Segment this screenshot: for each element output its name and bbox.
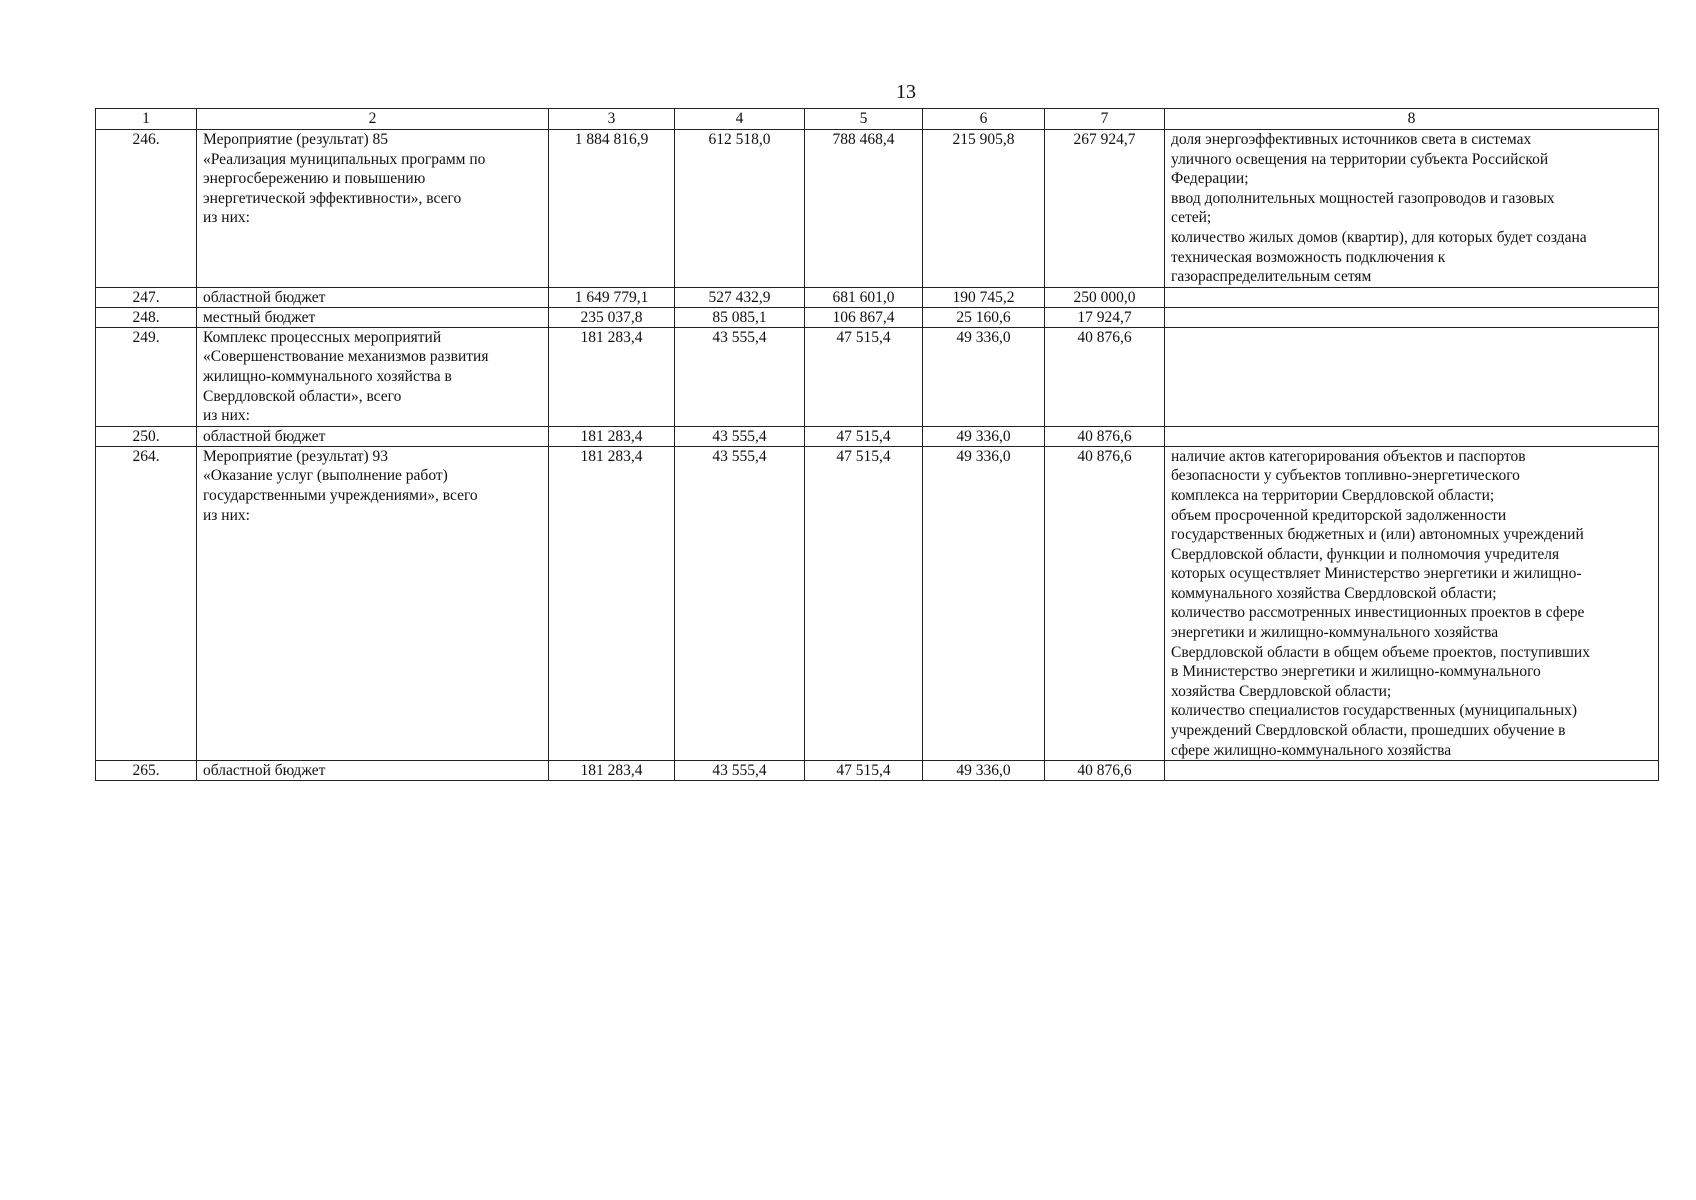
indicator-line: в Министерство энергетики и жилищно-коммунального bbox=[1171, 663, 1541, 681]
activity-name-line: энергетической эффективности», всего bbox=[203, 189, 462, 207]
amount-cell: 250 000,0 bbox=[1045, 287, 1165, 307]
activity-name-line: «Совершенствование механизмов развития bbox=[203, 348, 489, 366]
row-number: 265. bbox=[96, 761, 197, 781]
indicator-line: коммунального хозяйства Свердловской области; bbox=[1171, 584, 1497, 602]
activity-name bbox=[197, 307, 549, 327]
activity-name-line: Мероприятие (результат) 85 bbox=[203, 131, 389, 148]
activity-name-line: Комплекс процессных мероприятий bbox=[203, 328, 442, 346]
row-number: 248. bbox=[96, 307, 197, 327]
amount-cell: 47 515,4 bbox=[805, 446, 923, 761]
indicator-line: комплекса на территории Свердловской области; bbox=[1171, 486, 1495, 504]
col-header: 2 bbox=[197, 109, 549, 130]
indicator-line: сетей; bbox=[1171, 209, 1212, 227]
amount-cell: 181 283,4 bbox=[549, 426, 675, 446]
amount-cell: 49 336,0 bbox=[923, 446, 1045, 761]
table-body bbox=[96, 130, 1659, 781]
activity-name-line: жилищно-коммунального хозяйства в bbox=[203, 367, 452, 385]
indicator-line: наличие актов категорирования объектов и паспортов bbox=[1171, 447, 1526, 465]
amount-cell: 47 515,4 bbox=[805, 426, 923, 446]
activity-name bbox=[197, 761, 549, 781]
activity-name-line: областной бюджет bbox=[203, 288, 326, 306]
amount-cell: 85 085,1 bbox=[675, 307, 805, 327]
col-header: 4 bbox=[675, 109, 805, 130]
indicator-line: хозяйства Свердловской области; bbox=[1171, 682, 1392, 700]
indicator-cell bbox=[1165, 287, 1659, 307]
row-number: 250. bbox=[96, 426, 197, 446]
indicator-line: государственных бюджетных и (или) автономных учреждений bbox=[1171, 526, 1584, 544]
amount-cell: 43 555,4 bbox=[675, 761, 805, 781]
amount-cell: 527 432,9 bbox=[675, 287, 805, 307]
amount-cell: 181 283,4 bbox=[549, 327, 675, 426]
table-row bbox=[96, 426, 1659, 446]
table-row bbox=[96, 761, 1659, 781]
activity-name bbox=[197, 287, 549, 307]
indicator-line: ввод дополнительных мощностей газопроводов и газовых bbox=[1171, 189, 1555, 207]
amount-cell: 181 283,4 bbox=[549, 761, 675, 781]
amount-cell: 267 924,7 bbox=[1045, 130, 1165, 288]
activity-name-line: «Реализация муниципальных программ по bbox=[203, 150, 486, 168]
amount-cell: 190 745,2 bbox=[923, 287, 1045, 307]
table-row bbox=[96, 287, 1659, 307]
indicator-line: количество жилых домов (квартир), для которых будет создана bbox=[1171, 228, 1587, 246]
amount-cell: 681 601,0 bbox=[805, 287, 923, 307]
indicator-line: учреждений Свердловской области, прошедших обучение в bbox=[1171, 722, 1566, 740]
activity-name-line: энергосбережению и повышению bbox=[203, 170, 426, 188]
indicator-line: уличного освещения на территории субъекта Российской bbox=[1171, 150, 1549, 168]
activity-name-line: «Оказание услуг (выполнение работ) bbox=[203, 467, 448, 485]
amount-cell: 181 283,4 bbox=[549, 446, 675, 761]
activity-name-line: местный бюджет bbox=[203, 308, 316, 326]
amount-cell: 40 876,6 bbox=[1045, 327, 1165, 426]
indicator-line: объем просроченной кредиторской задолженности bbox=[1171, 506, 1507, 524]
row-number: 246. bbox=[96, 130, 197, 288]
indicator-cell bbox=[1165, 446, 1659, 761]
indicator-cell bbox=[1165, 426, 1659, 446]
indicator-line: газораспределительным сетям bbox=[1171, 268, 1372, 286]
amount-cell: 40 876,6 bbox=[1045, 761, 1165, 781]
row-number: 249. bbox=[96, 327, 197, 426]
amount-cell: 47 515,4 bbox=[805, 761, 923, 781]
amount-cell: 1 884 816,9 bbox=[549, 130, 675, 288]
amount-cell: 49 336,0 bbox=[923, 426, 1045, 446]
amount-cell: 49 336,0 bbox=[923, 761, 1045, 781]
indicator-line: количество рассмотренных инвестиционных проектов в сфере bbox=[1171, 604, 1585, 622]
amount-cell: 25 160,6 bbox=[923, 307, 1045, 327]
activity-name-line: из них: bbox=[203, 506, 250, 524]
amount-cell: 43 555,4 bbox=[675, 426, 805, 446]
amount-cell: 17 924,7 bbox=[1045, 307, 1165, 327]
col-header: 6 bbox=[923, 109, 1045, 130]
activity-name-line: областной бюджет bbox=[203, 427, 326, 445]
indicator-line: которых осуществляет Министерство энергетики и жилищно- bbox=[1171, 565, 1582, 583]
amount-cell: 788 468,4 bbox=[805, 130, 923, 288]
table-row bbox=[96, 446, 1659, 761]
indicator-line: энергетики и жилищно-коммунального хозяйства bbox=[1171, 624, 1499, 642]
table-row bbox=[96, 307, 1659, 327]
indicator-line: Федерации; bbox=[1171, 170, 1249, 188]
indicator-line: Свердловской области, функции и полномочия учредителя bbox=[1171, 545, 1560, 563]
page-number: 13 bbox=[896, 81, 916, 103]
amount-cell: 43 555,4 bbox=[675, 446, 805, 761]
indicator-line: Свердловской области в общем объеме проектов, поступивших bbox=[1171, 643, 1590, 661]
amount-cell: 43 555,4 bbox=[675, 327, 805, 426]
table-row bbox=[96, 130, 1659, 288]
indicator-line: безопасности у субъектов топливно-энергетического bbox=[1171, 467, 1520, 485]
indicator-cell bbox=[1165, 307, 1659, 327]
indicator-line: техническая возможность подключения к bbox=[1171, 248, 1446, 266]
indicator-cell bbox=[1165, 761, 1659, 781]
amount-cell: 215 905,8 bbox=[923, 130, 1045, 288]
indicator-line: доля энергоэффективных источников света в системах bbox=[1171, 131, 1532, 148]
activity-name-line: государственными учреждениями», всего bbox=[203, 486, 478, 504]
amount-cell: 40 876,6 bbox=[1045, 426, 1165, 446]
activity-name-line: областной бюджет bbox=[203, 762, 326, 780]
col-header: 8 bbox=[1165, 109, 1659, 130]
amount-cell: 49 336,0 bbox=[923, 327, 1045, 426]
activity-name bbox=[197, 327, 549, 426]
indicator-line: количество специалистов государственных (муниципальных) bbox=[1171, 702, 1578, 720]
amount-cell: 612 518,0 bbox=[675, 130, 805, 288]
activity-name bbox=[197, 446, 549, 761]
row-number: 247. bbox=[96, 287, 197, 307]
col-header: 3 bbox=[549, 109, 675, 130]
row-number: 264. bbox=[96, 446, 197, 761]
col-header: 1 bbox=[96, 109, 197, 130]
amount-cell: 1 649 779,1 bbox=[549, 287, 675, 307]
header-row bbox=[96, 109, 1659, 130]
amount-cell: 235 037,8 bbox=[549, 307, 675, 327]
indicator-line: сфере жилищно-коммунального хозяйства bbox=[1171, 741, 1452, 759]
col-header: 7 bbox=[1045, 109, 1165, 130]
indicator-cell bbox=[1165, 130, 1659, 288]
activity-name-line: Свердловской области», всего bbox=[203, 387, 402, 405]
amount-cell: 47 515,4 bbox=[805, 327, 923, 426]
activity-name bbox=[197, 130, 549, 288]
col-header: 5 bbox=[805, 109, 923, 130]
budget-table bbox=[95, 108, 1659, 781]
activity-name-line: из них: bbox=[203, 407, 250, 425]
amount-cell: 40 876,6 bbox=[1045, 446, 1165, 761]
activity-name-line: из них: bbox=[203, 209, 250, 227]
amount-cell: 106 867,4 bbox=[805, 307, 923, 327]
indicator-cell bbox=[1165, 327, 1659, 426]
activity-name bbox=[197, 426, 549, 446]
table-row bbox=[96, 327, 1659, 426]
activity-name-line: Мероприятие (результат) 93 bbox=[203, 447, 389, 465]
